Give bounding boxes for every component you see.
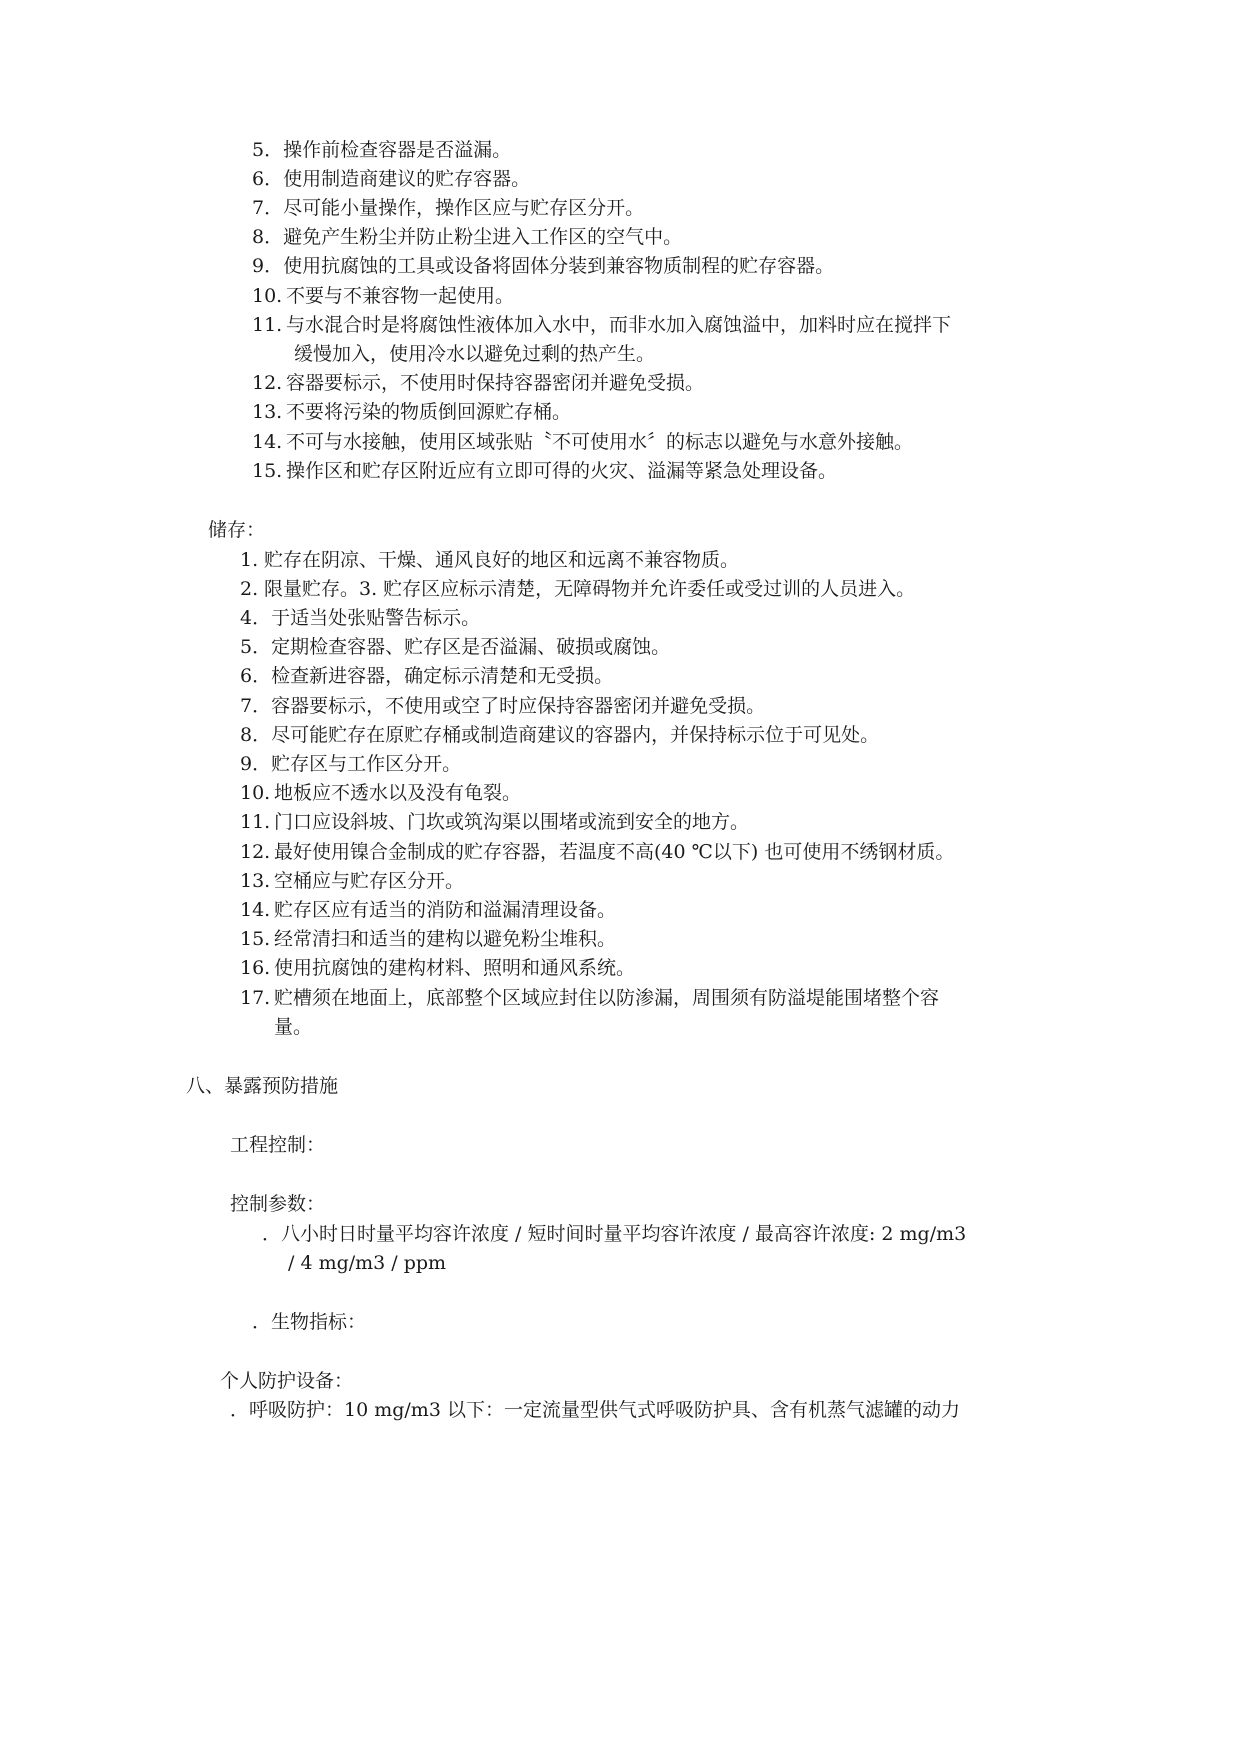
storage-item-11 bbox=[240, 810, 749, 834]
handling-item-9 bbox=[252, 254, 834, 278]
storage-item-13 bbox=[240, 869, 464, 893]
item-text: 尽可能小量操作，操作区应与贮存区分开。 bbox=[283, 197, 645, 219]
item-text: 定期检查容器、贮存区是否溢漏、破损或腐蚀。 bbox=[271, 636, 671, 658]
biological-indicator: ．生物指标： bbox=[252, 1311, 367, 1333]
item-number: 12. bbox=[252, 372, 283, 394]
item-number: 2. bbox=[240, 578, 259, 600]
handling-item-15 bbox=[252, 459, 837, 483]
storage-item-17 bbox=[240, 986, 939, 1010]
storage-item-16 bbox=[240, 956, 635, 980]
item-text: 操作前检查容器是否溢漏。 bbox=[283, 139, 512, 161]
respiratory-protection: ．呼吸防护：10 mg/m3 以下：一定流量型供气式呼吸防护具、含有机蒸气滤罐的动力 bbox=[230, 1399, 960, 1421]
storage-item-4 bbox=[240, 606, 480, 630]
item-number: 11. bbox=[252, 314, 283, 336]
item-number: 9． bbox=[252, 255, 284, 277]
item-text: 尽可能贮存在原贮存桶或制造商建议的容器内，并保持标示位于可见处。 bbox=[271, 724, 880, 746]
handling-item-7 bbox=[252, 196, 644, 220]
handling-item-5 bbox=[252, 138, 511, 162]
control-params-heading: 控制参数： bbox=[230, 1193, 326, 1215]
item-text: 检查新进容器，确定标示清楚和无受损。 bbox=[271, 665, 614, 687]
storage-item-17-continuation bbox=[274, 1015, 312, 1039]
item-number: 11. bbox=[240, 811, 271, 833]
item-number: 14. bbox=[240, 899, 271, 921]
item-number: 6． bbox=[252, 168, 284, 190]
item-number: 17. bbox=[240, 987, 271, 1009]
handling-item-10 bbox=[252, 284, 514, 308]
item-number: 13. bbox=[240, 870, 271, 892]
handling-item-11 bbox=[252, 313, 951, 337]
item-text: 缓慢加入，使用冷水以避免过剩的热产生。 bbox=[294, 343, 656, 365]
item-number: 7． bbox=[240, 695, 272, 717]
item-text: 容器要标示，不使用时保持容器密闭并避免受损。 bbox=[286, 372, 705, 394]
item-text: 贮存在阴凉、干燥、通风良好的地区和远离不兼容物质。 bbox=[264, 549, 740, 571]
storage-item-12 bbox=[240, 840, 954, 864]
storage-item-14 bbox=[240, 898, 616, 922]
item-number: 14. bbox=[252, 431, 283, 453]
item-text: 不可与水接触，使用区域张贴〝不可使用水〞的标志以避免与水意外接触。 bbox=[286, 431, 914, 453]
item-text: 与水混合时是将腐蚀性液体加入水中，而非水加入腐蚀溢中，加料时应在搅拌下 bbox=[286, 314, 952, 336]
item-text: 使用制造商建议的贮存容器。 bbox=[283, 168, 531, 190]
item-text: 使用抗腐蚀的建构材料、照明和通风系统。 bbox=[274, 957, 636, 979]
ppe-heading: 个人防护设备： bbox=[220, 1370, 354, 1392]
item-text: 贮存区与工作区分开。 bbox=[271, 753, 462, 775]
control-params-line-2: / 4 mg/m3 / ppm bbox=[288, 1252, 447, 1274]
item-text: 量。 bbox=[274, 1016, 313, 1038]
item-text: 贮槽须在地面上，底部整个区域应封住以防渗漏，周围须有防溢堤能围堵整个容 bbox=[274, 987, 940, 1009]
item-number: 5． bbox=[252, 139, 284, 161]
item-text: 最好使用镍合金制成的贮存容器，若温度不高(40 ℃以下) 也可使用不绣钢材质。 bbox=[274, 841, 955, 863]
storage-item-7 bbox=[240, 694, 765, 718]
item-text: 不要与不兼容物一起使用。 bbox=[286, 285, 515, 307]
item-text: 避免产生粉尘并防止粉尘进入工作区的空气中。 bbox=[283, 226, 683, 248]
item-number: 16. bbox=[240, 957, 271, 979]
control-params-line-1: ．八小时日时量平均容许浓度 / 短时间时量平均容许浓度 / 最高容许浓度: 2 mg/m3 bbox=[262, 1223, 967, 1245]
item-text: 不要将污染的物质倒回源贮存桶。 bbox=[286, 401, 572, 423]
item-text: 空桶应与贮存区分开。 bbox=[274, 870, 465, 892]
item-text: 地板应不透水以及没有龟裂。 bbox=[274, 782, 522, 804]
item-text: 操作区和贮存区附近应有立即可得的火灾、溢漏等紧急处理设备。 bbox=[286, 460, 838, 482]
item-number: 8． bbox=[252, 226, 284, 248]
item-number: 5． bbox=[240, 636, 272, 658]
item-number: 10. bbox=[240, 782, 271, 804]
storage-heading: 储存： bbox=[208, 519, 266, 541]
item-number: 15. bbox=[240, 928, 271, 950]
item-number: 9． bbox=[240, 753, 272, 775]
storage-item-2 bbox=[240, 577, 915, 601]
storage-item-9 bbox=[240, 752, 461, 776]
handling-item-8 bbox=[252, 225, 682, 249]
item-text: 限量贮存。3. 贮存区应标示清楚，无障碍物并允许委任或受过训的人员进入。 bbox=[264, 578, 916, 600]
item-number: 7． bbox=[252, 197, 284, 219]
item-text: 经常清扫和适当的建构以避免粉尘堆积。 bbox=[274, 928, 617, 950]
item-text: 贮存区应有适当的消防和溢漏清理设备。 bbox=[274, 899, 617, 921]
section-title: 八、暴露预防措施 bbox=[186, 1075, 339, 1097]
handling-item-14 bbox=[252, 430, 913, 454]
item-number: 10. bbox=[252, 285, 283, 307]
item-number: 12. bbox=[240, 841, 271, 863]
item-number: 8． bbox=[240, 724, 272, 746]
item-text: 于适当处张贴警告标示。 bbox=[271, 607, 481, 629]
storage-item-5 bbox=[240, 635, 670, 659]
item-number: 1. bbox=[240, 549, 259, 571]
storage-item-1 bbox=[240, 548, 739, 572]
item-number: 13. bbox=[252, 401, 283, 423]
storage-item-10 bbox=[240, 781, 521, 805]
item-text: 门口应设斜坡、门坎或筑沟渠以围堵或流到安全的地方。 bbox=[274, 811, 750, 833]
item-text: 使用抗腐蚀的工具或设备将固体分装到兼容物质制程的贮存容器。 bbox=[283, 255, 835, 277]
storage-item-8 bbox=[240, 723, 879, 747]
item-text: 容器要标示，不使用或空了时应保持容器密闭并避免受损。 bbox=[271, 695, 766, 717]
handling-item-6 bbox=[252, 167, 530, 191]
handling-item-12 bbox=[252, 371, 704, 395]
item-number: 4． bbox=[240, 607, 272, 629]
storage-item-6 bbox=[240, 664, 613, 688]
storage-item-15 bbox=[240, 927, 616, 951]
item-number: 6． bbox=[240, 665, 272, 687]
engineering-control-heading: 工程控制： bbox=[230, 1134, 326, 1156]
handling-item-13 bbox=[252, 400, 571, 424]
handling-item-11-continuation bbox=[294, 342, 655, 366]
item-number: 15. bbox=[252, 460, 283, 482]
